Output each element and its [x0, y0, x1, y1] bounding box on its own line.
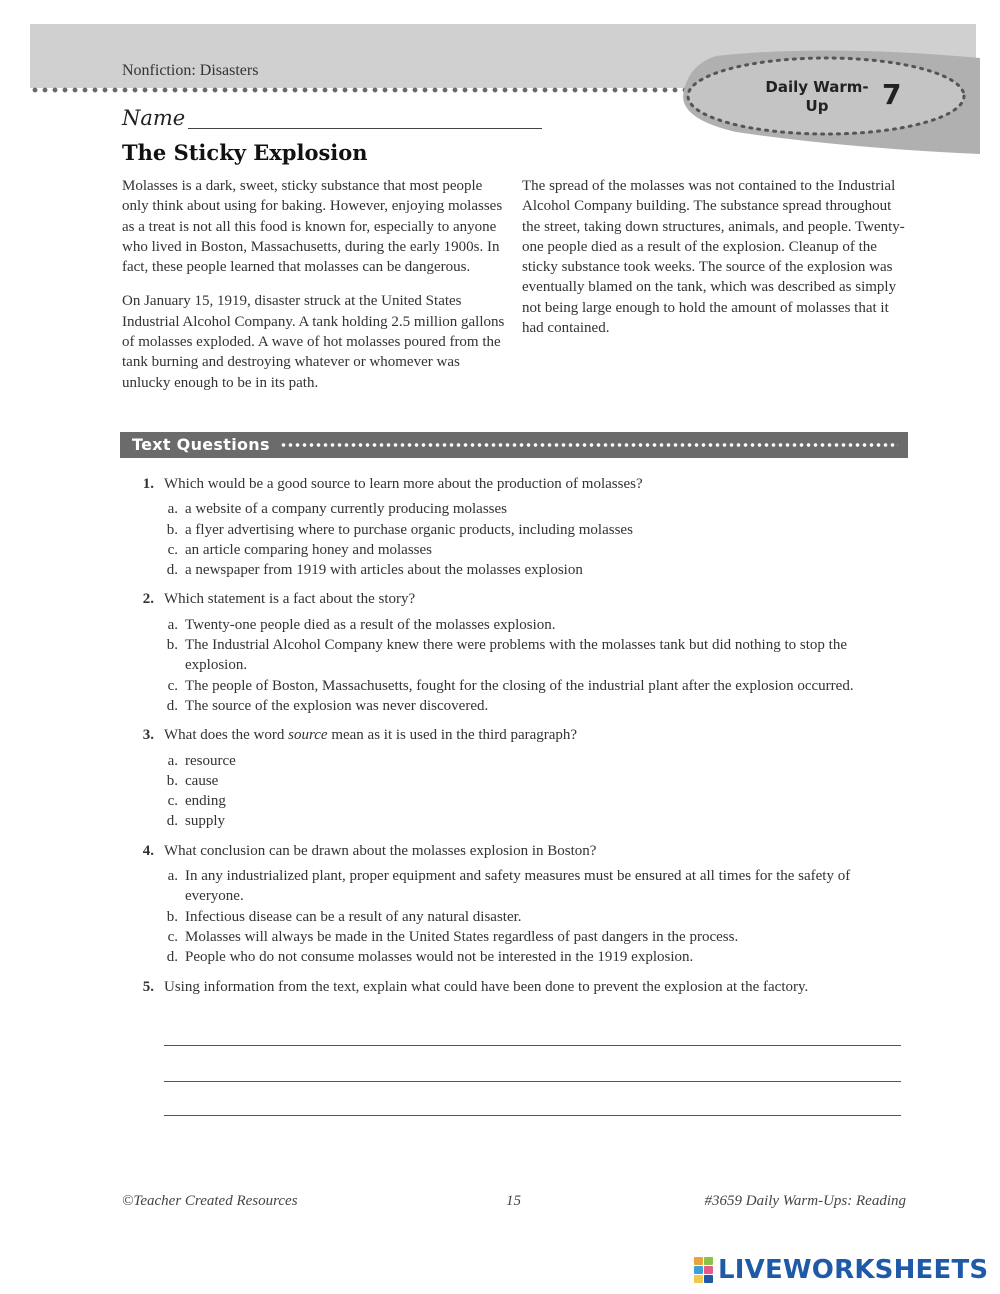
option-letter: a. — [167, 868, 178, 885]
question-list — [130, 474, 920, 1006]
passage-paragraph: The spread of the molasses was not contained to the Industrial Alcohol Company building. The substance spread throughout the street, taking down structures, animals, and people. Twenty-one people died as a result of the explosion. Cleanup of the sticky substance took weeks. The source of the explosion was eventually blamed on the tank, which was described as simply not being large enough to hold the amount of molasses that it had contained. — [522, 178, 905, 337]
brand-blocks-icon — [694, 1257, 714, 1283]
option-letter: d. — [166, 562, 178, 579]
option-letter: a. — [167, 501, 178, 518]
option-letter: d. — [166, 949, 178, 966]
option-letter: a. — [167, 752, 178, 769]
answer-option[interactable] — [130, 771, 920, 791]
page-number: 15 — [506, 1193, 521, 1209]
option-letter: d. — [166, 697, 178, 714]
passage-paragraph: On January 15, 1919, disaster struck at the United States Industrial Alcohol Company. A tank holding 2.5 million gallons of molasses exploded. A wave of hot molasses poured from the tank burning and destroying whatever or whomever was unlucky enough to be in its path. — [122, 293, 505, 391]
brand-name: LIVEWORKSHEETS — [718, 1255, 989, 1285]
option-letter: b. — [166, 637, 178, 654]
passage-paragraph: Molasses is a dark, sweet, sticky substance that most people only think about using for baking. However, enjoying molasses as a treat is not all this food is known for, especially to anyone who lived in Boston, Massachusetts, during the early 1900s. In fact, these people learned that molasses can be dangerous. — [122, 178, 503, 276]
option-text: The people of Boston, Massachusetts, fought for the closing of the industrial plant after the explosion occurred. — [185, 677, 854, 694]
option-letter: c. — [167, 793, 178, 810]
answer-option[interactable] — [130, 635, 920, 676]
question-number: 5. — [142, 978, 154, 995]
question-text: Which statement is a fact about the story? — [164, 591, 416, 608]
question-text: What conclusion can be drawn about the molasses explosion in Boston? — [164, 842, 597, 859]
option-text: ending — [185, 793, 226, 810]
option-text: a newspaper from 1919 with articles about the molasses explosion — [185, 562, 583, 579]
dotted-rule — [30, 86, 720, 94]
badge-number: 7 — [882, 78, 902, 111]
answer-option[interactable] — [130, 696, 920, 716]
option-letter: c. — [167, 677, 178, 694]
section-dotted-rule — [280, 441, 898, 449]
option-text: a website of a company currently producing molasses — [185, 501, 507, 518]
question-5 — [130, 977, 920, 997]
answer-option[interactable] — [130, 560, 920, 580]
option-text: resource — [185, 752, 236, 769]
option-text: Infectious disease can be a result of any natural disaster. — [185, 908, 522, 925]
option-text: The Industrial Alcohol Company knew there were problems with the molasses tank but did nothing to stop the explosion. — [185, 637, 847, 674]
answer-option[interactable] — [130, 866, 920, 907]
option-text: an article comparing honey and molasses — [185, 541, 433, 558]
answer-option[interactable] — [130, 540, 920, 560]
badge-title: Daily Warm-Up — [765, 78, 869, 115]
answer-option[interactable] — [130, 811, 920, 831]
option-letter: b. — [166, 772, 178, 789]
answer-line[interactable] — [164, 1081, 901, 1082]
answer-option[interactable] — [130, 751, 920, 771]
section-header-bar — [120, 432, 908, 458]
option-text: a flyer advertising where to purchase organic products, including molasses — [185, 521, 633, 538]
question-number: 2. — [142, 591, 154, 608]
option-text: People who do not consume molasses would not be interested in the 1919 explosion. — [185, 949, 694, 966]
question-3 — [130, 725, 920, 831]
footer-publisher: ©Teacher Created Resources — [122, 1193, 298, 1209]
page-title: The Sticky Explosion — [122, 140, 368, 165]
option-text: Molasses will always be made in the United States regardless of past dangers in the process. — [185, 928, 739, 945]
answer-option[interactable] — [130, 907, 920, 927]
answer-line[interactable] — [164, 1045, 901, 1046]
answer-option[interactable] — [130, 499, 920, 519]
vocabulary-word: source — [288, 727, 328, 744]
question-text: What does the word source mean as it is used in the third paragraph? — [164, 727, 578, 744]
option-letter: d. — [166, 813, 178, 830]
option-letter: b. — [166, 908, 178, 925]
name-label: Name — [122, 106, 186, 130]
question-text: Using information from the text, explain what could have been done to prevent the explosion at the factory. — [164, 978, 809, 995]
section-label: Text Questions — [132, 435, 270, 454]
question-2 — [130, 589, 920, 716]
answer-option[interactable] — [130, 676, 920, 696]
answer-option[interactable] — [130, 615, 920, 635]
question-text: Which would be a good source to learn more about the production of molasses? — [164, 476, 643, 492]
question-1 — [130, 474, 920, 580]
option-letter: b. — [166, 521, 178, 538]
passage-left-column — [122, 176, 506, 407]
question-number: 3. — [142, 727, 154, 744]
answer-option[interactable] — [130, 947, 920, 967]
question-number: 1. — [142, 476, 154, 492]
option-text: In any industrialized plant, proper equipment and safety measures must be ensured at all times for the safety of everyone. — [185, 868, 851, 905]
option-letter: c. — [167, 928, 178, 945]
option-text: Twenty-one people died as a result of the molasses explosion. — [185, 616, 556, 633]
answer-option[interactable] — [130, 791, 920, 811]
option-letter: a. — [167, 616, 178, 633]
answer-option[interactable] — [130, 927, 920, 947]
passage-right-column — [522, 176, 906, 352]
answer-line[interactable] — [164, 1115, 901, 1116]
liveworksheets-logo[interactable] — [694, 1256, 988, 1284]
question-number: 4. — [142, 842, 154, 859]
option-text: supply — [185, 813, 226, 830]
answer-option[interactable] — [130, 520, 920, 540]
question-4 — [130, 841, 920, 968]
option-letter: c. — [167, 541, 178, 558]
footer-book-title: #3659 Daily Warm-Ups: Reading — [704, 1193, 906, 1209]
option-text: The source of the explosion was never discovered. — [185, 697, 489, 714]
name-input-line[interactable] — [188, 128, 542, 129]
option-text: cause — [185, 772, 219, 789]
category-label: Nonfiction: Disasters — [122, 62, 259, 79]
